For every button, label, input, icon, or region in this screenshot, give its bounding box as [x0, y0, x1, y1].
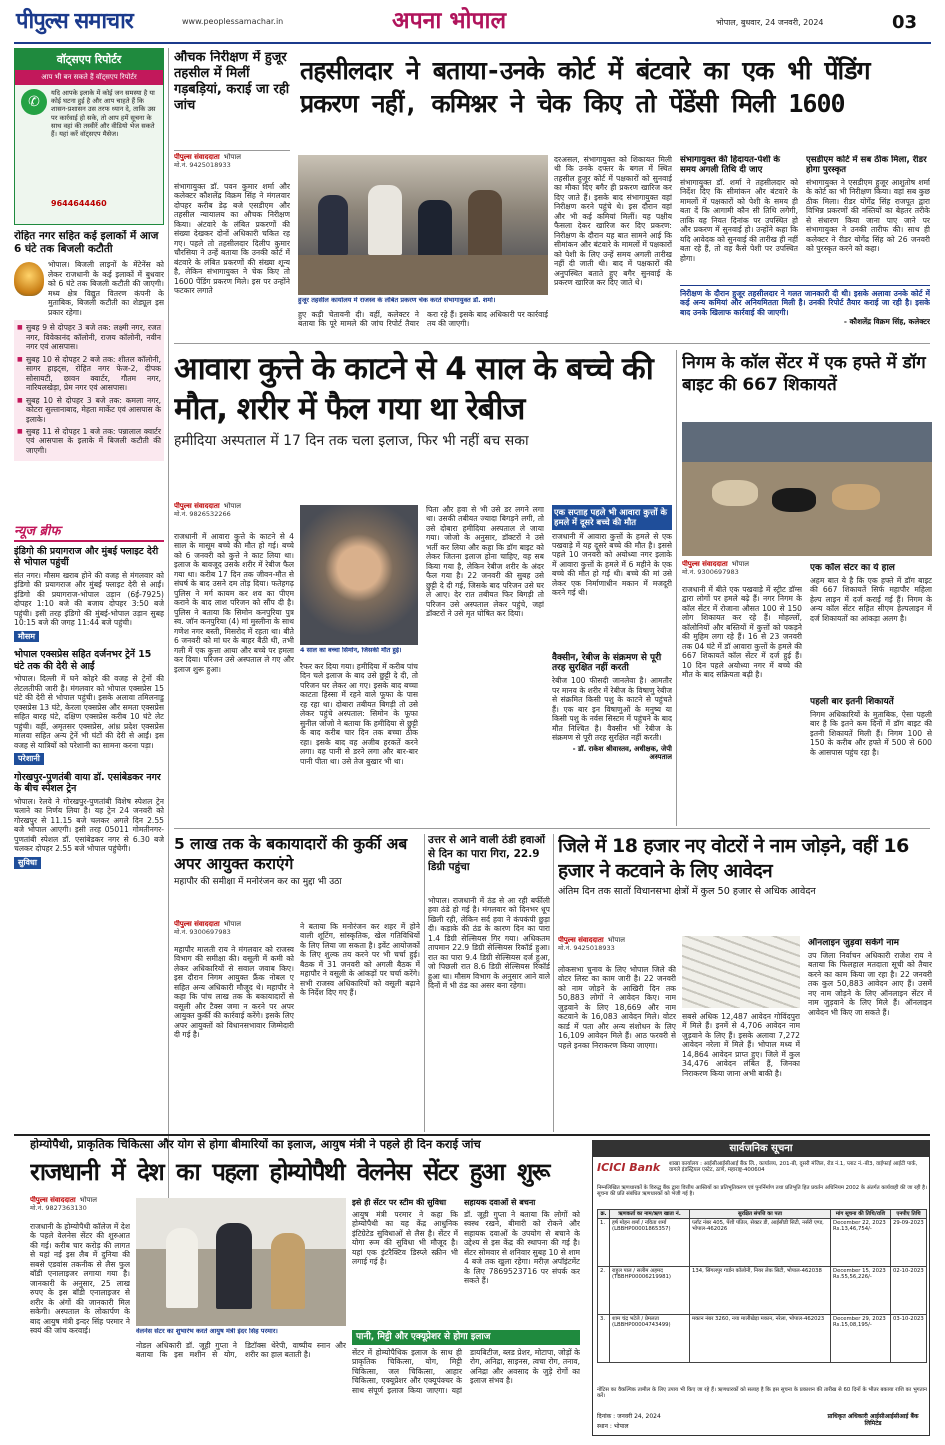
cell: प्लॉट नंबर 405, पेंशी पंतिल, सेक्टर डी, आईसीडी सिटी, नर्सरी एण्ड, भोपाल-462026 [690, 1219, 831, 1267]
main-headline: तहसीलदार ने बताया-उनके कोर्ट में बंटवारे का एक भी पेंडिंग प्रकरण नहीं, कमिश्नर ने चेक किए तो पेंडेंसी मिली 1600 [300, 56, 870, 118]
cell: 2. [598, 1267, 610, 1315]
dog-col2: रैफर कर दिया गया। हमीदिया में करीब पांच दिन चले इलाज के बाद उसे छुट्टी दे दी, तो परिजन घर लेकर आ गए। इसके बाद बच्चा काटता हिस्सा में रहने वाले फूफा के पास रह रहा था। दोबारा तबीयत बिगड़ी तो उसे लेकर पहुंचे अस्पताल: सिमोन के फूफा सुनील जोजो ने बताया कि हमीदिया से छुट्टी के बाद करीब चार दिन तक बच्चा ठीक रहा। इसके बाद वह अजीब हरकतें करने लगा। वह पानी से डरने लगा और बार-बार पानी पीता था। उसे तेज बुखार भी था। [300, 662, 418, 766]
website[interactable]: www.peoplessamachar.in [182, 17, 284, 26]
power-cut-text: भोपाल। बिजली लाइनों के मेंटेनेंस को लेकर राजधानी के कई इलाकों में बुधवार को 6 घंटे तक बिजली कटौती की जाएगी। मध्य क्षेत्र विद्युत वितरण कंपनी के मुताबिक, बिजली कटौती का शेड्यूल इस प्रकार रहेगा। [48, 260, 164, 317]
homeo-byline [30, 1196, 130, 1220]
dog-col4-headline: एक सप्ताह पहले भी आवारा कुत्तों के हमले में दूसरे बच्चे की मौत [552, 505, 672, 530]
byline-mobile: मो.नं. 9300697983 [174, 927, 231, 936]
notice-address: शाखा कार्यालय : आईसीआईसीआई बैंक लि., कार्यालय, 201-बी, दूसरी मंजिल, रोड नं.1, प्लाट नं.-बी3, वाईफाई आईटी पार्क, वागले इंडस्ट्रियल एस्टेट, ठाणे, महाराष्ट्र-400604 [669, 1161, 918, 1174]
wa-text: यदि आपके इलाके में कोई जन समस्या है या कोई घटना हुई है और आप चाहते हैं कि शासन-प्रशासन उस तरफ ध्यान दे, ताकि उस पर कार्रवाई हो सके, तो आप हमें सूचना के साथ वहां की तस्वीरें और वीडियो भेज सकते हैं। यहां करें वॉट्सएप मैसेज। [51, 89, 156, 139]
notice-place: स्थान : भोपाल [597, 1423, 629, 1430]
homeo-box [352, 1330, 580, 1434]
dog-col4b-by: - डॉ. राकेश श्रीवास्तव, अधीक्षक, जेपी अस्पताल [572, 744, 672, 762]
col4-headline: संभागायुक्त की हिदायत-पेशी के समय अगली तिथि दी जाए [680, 155, 781, 176]
voter-headline: जिले में 18 हजार नए वोटरों ने नाम जोड़ने, वहीं 16 हजार ने कटवाने के लिए आवेदन [558, 835, 909, 882]
voter-col1: लोकसभा चुनाव के लिए भोपाल जिले की वोटर लिस्ट का काम जारी है। 22 जनवरी को नाम जोड़ने के आखिरी दिन तक 50,883 लोगों ने आवेदन किए। नाम जुड़वाने के लिए 18,669 और नाम कटवाने के 16,083 आवेदन मिले। वोटर कार्ड में पता और अन्य संशोधन के लिए 16,109 आवेदन मिले हैं। आठ फरवरी से पहले इनका निराकरण किया जाएगा। [558, 965, 676, 1050]
top-main-headline [300, 54, 930, 150]
voter-col2: सबसे अधिक 12,487 आवेदन गोविंदपुरा में मिले हैं। इनमें से 4,706 आवेदन नाम जुड़वाने के लिए हैं। इसके अलावा 7,272 आवेदन नरेला में मिले हैं। भोपाल मध्य में 14,864 आवेदन प्राप्त हुए। जिले में कुल 34,476 आवेदन लंबित हैं, जिनका निराकरण किया जाना अभी बाकी है। [682, 1012, 800, 1078]
rule [14, 1134, 930, 1136]
sidebar-divider [168, 48, 169, 1233]
byline-city: भोपाल [607, 936, 625, 944]
dog-col1: राजधानी में आवारा कुत्ते के काटने से 4 साल के मासूम बच्चे की मौत हो गई। बच्चे को 6 जनवरी को कुत्ते ने काट लिया था। इलाज के बावजूद उसके शरीर में रेबीज फैल गया था। करीब 17 दिन तक जीवन-मौत से संघर्ष के बाद उसने दम तोड़ दिया। फतेहगढ़ पुलिस ने मर्ग कायम कर शव का पीएम कराने के बाद लाश परिजन को सौंप दी है। पुलिस ने बताया कि सिमोन कनपुरिया पुत्र स्व. जॉन कनपुरिया (4) मां मुस्लीना के साथ गणेश नगर बस्ती, मिसरोद में रहता था। बीते 6 जनवरी को मां घर के बाहर बैठी थी, तभी गली में एक कुत्ता आया और बच्चे पर हमला कर दिया। परिजन उसे अस्पताल ले गए और इलाज शुरू हुआ। [174, 532, 294, 674]
cc-col3-headline: पहली बार इतनी शिकायतें [810, 696, 894, 707]
cc-byline [682, 560, 802, 584]
cell: December 29, 2023 Rs.15,08,195/- [831, 1315, 891, 1363]
wellness-photo [136, 1198, 346, 1326]
bakaya-headline: 5 लाख तक के बकायादारों की कुर्की अब अपर आयुक्त कराएंगे [174, 835, 408, 874]
homeo-headline: राजधानी में देश का पहला होम्योपैथी वेलनेस सेंटर हुआ शुरू [30, 1158, 549, 1186]
suvidha-tag: सुविधा [14, 857, 41, 869]
voter-col3 [808, 938, 932, 1130]
power-cut-headline: रोहित नगर सहित कई इलाकों में आज 6 घंटे तक बिजली कटौती [14, 230, 159, 256]
rule [174, 343, 930, 344]
byline-city: भोपाल [223, 153, 241, 161]
brief3-headline: गोरखपुर-पुणतंबी वाया डॉ. एसांबेडकर नगर के बीच स्पेशल ट्रेन [14, 772, 161, 795]
pareshani-tag: परेशानी [14, 753, 44, 765]
homeo-col2: नोडल अधिकारी डॉ. जूही गुप्ता ने बताया कि इस मशीन से योग, डिटॉक्स थेरेपी, वाष्पीय स्नान और शरीर का हाल बताती है। [136, 1341, 346, 1360]
notice-intro: निम्नलिखित ऋणधारकों के विरुद्ध बैंक द्वारा वित्तीय आस्तियों का प्रतिभूतिकरण एवं पुनर्निर्माण तथा प्रतिभूति हित प्रवर्तन अधिनियम 2002 के अंतर्गत कार्यवाही की जा रही है। सूचना की प्रति संबंधित ऋणधारकों को भेजी गई है। [597, 1185, 927, 1198]
column-divider [676, 350, 677, 826]
inspection-side-headline [174, 50, 292, 146]
forms-photo [682, 936, 800, 1008]
call-center-headline [682, 352, 932, 422]
cell: 134, सिंगलपुर गार्डन कॉलोनी, नियर लेक सिटी, भोपाल-462038 [690, 1267, 831, 1315]
homeo-col3-text: आयुष मंत्री परमार ने कहा कि होम्योपैथी का यह केंद्र आधुनिक इंटिग्रेटेड सुविधाओं से लैस है। सेंटर में योगा रूम की सुविधा भी मौजूद है। यहां एक इंटरैक्टिव डिस्प्ले स्क्रीन भी लगाई गई है। [352, 1209, 458, 1267]
brief1-text: संत नगर। मौसम खराब होने की वजह से मंगलवार को इंडिगो की प्रयागराज और मुंबई फ्लाइट देरी से आईं। इंडिगो की प्रयागराज-भोपाल उड़ान (6ई-7925) दोपहर 1:10 बजे की बजाय दोपहर 3:50 बजे पहुंची। इसी तरह इंडिगो की मुंबई-भोपाल उड़ान सुबह 10:15 बजे की जगह 11:44 बजे पहुंची। [14, 570, 164, 628]
cell: 02-10-2023 [891, 1267, 927, 1315]
cell: 1. [598, 1219, 610, 1267]
cell: मकान नंबर 3260, नया मालीखेड़ा मकान, नरेला, भोपाल-462023 [690, 1315, 831, 1363]
voter-headline-block [558, 834, 932, 918]
brief1-headline: इंडिगो की प्रयागराज और मुंबई फ्लाइट देरी से भोपाल पहुंचीं [14, 545, 159, 569]
bakaya-headline-block [174, 834, 420, 918]
dog-headline-block [174, 350, 670, 498]
list-item: ■ सुबह 9 से दोपहर 3 बजे तक: लक्ष्मी नगर, रजत नगर, विवेकानंद कॉलोनी, राजय कॉलोनी, नवीन नगर एवं आसपास। [17, 323, 161, 351]
notice-title: सार्वजनिक सूचना [593, 1141, 929, 1157]
byline-city: भोपाल [79, 1196, 97, 1204]
col-name: ऋणकर्ता का नाम/ऋण खाता नं. [610, 1210, 690, 1219]
col5-headline: एसडीएम कोर्ट में सब ठीक मिला, रीडर होगा पुरस्कृत [806, 155, 927, 176]
notice-table [597, 1209, 927, 1363]
cell: 3. [598, 1315, 610, 1363]
homeo-box-text: सेंटर में होम्योपैथिक इलाज के साथ ही प्राकृतिक चिकित्सा, योग, मिट्टी चिकित्सा, जल चिकित्सा, आहार चिकित्सा, एक्यूप्रेशर और एक्यूपंक्चर के साथ संपूर्ण इलाज किया जाएगा। यहां डायबिटीज, ब्लड प्रेशर, मोटापा, जोड़ों के रोग, अनिद्रा, साइनस, त्वचा रोग, तनाव, अनिद्रा और अवसाद के जुड़े रोगों का इलाज संभव है। [352, 1347, 580, 1395]
masthead-rule [14, 42, 931, 44]
dog-col4-text: राजधानी में आवारा कुत्तों के हमले से एक पखवाड़े में यह दूसरे बच्चे की मौत है। इससे पहले 10 जनवरी को अयोध्या नगर इलाके में आवारा कुत्तों के हमले में 6 महीने के एक बच्चे की मौत हो गई थी। बच्चे की मां उसे लेकर एक निर्माणाधीन मकान में मजदूरी करने गई थी। [552, 531, 672, 598]
cell: 29-09-2023 [891, 1219, 927, 1267]
mausam-tag: मौसम [14, 631, 39, 643]
table-row [598, 1315, 927, 1363]
cc-headline: निगम के कॉल सेंटर में एक हफ्ते में डॉग बाइट की 667 शिकायतें [682, 353, 926, 396]
wa-sub: आप भी बन सकते हैं वॉट्सएप रिपोर्टर [15, 70, 163, 85]
rule [174, 150, 290, 151]
homeo-col3 [352, 1198, 458, 1328]
col-address: सुरक्षित संपत्ति का पता [690, 1210, 831, 1219]
dog-headline: आवारा कुत्ते के काटने से 4 साल के बच्चे की मौत, शरीर में फैल गया था रेबीज [174, 351, 653, 427]
byline-mobile: मो.नं. 9425018933 [174, 160, 231, 169]
side-headline: औचक निरीक्षण में हुजूर तहसील में मिलीं गड़बड़ियां, कराई जा रही जांच [174, 50, 290, 113]
homeo-col3-headline: इसे ही सेंटर पर स्टीम की सुविधा [352, 1198, 447, 1207]
top-col2: हुए कड़ी चेतावनी दी। वहीं, कलेक्टर ने बताया कि पूरे मामले की जांच रिपोर्ट तैयार करा रहे हैं। इसके बाद अधिकारी पर कार्रवाई तय की जाएगी। [298, 310, 548, 329]
public-notice [592, 1140, 930, 1436]
byline-mobile: मो.नं. 9827363130 [30, 1203, 87, 1212]
child-caption: 4 साल का बच्चा सिमोन, जिसकी मौत हुई। [300, 647, 402, 654]
child-photo [300, 505, 418, 645]
brief3-text: भोपाल। रेलवे ने गोरखपुर-पुणतांबी विशेष स्पेशल ट्रेन चलाने का निर्णय लिया है। यह ट्रेन 24 जनवरी को गोरखपुर से 11.15 बजे चलकर अगले दिन 2.55 बजे भोपाल आएगी। इसी तरह 05011 गोमतीनगर-पुणतांबी स्पेशल डॉ. एसांबेडकर नगर से 6.30 बजे चलकर दोपहर 2.55 बजे भोपाल पहुंचेगी। [14, 796, 164, 854]
cc-col2-headline: एक कॉल सेंटर का ये हाल [810, 563, 895, 573]
homeo-box-headline: पानी, मिट्टी और एक्यूप्रेशर से होगा इलाज [352, 1330, 580, 1345]
masthead [0, 0, 945, 42]
news-brief-title: न्यूज ब्रीफ [14, 524, 164, 542]
brief2-text: भोपाल। दिल्ली में घने कोहरे की वजह से ट्रेनों की लेटलतीफी जारी है। मंगलवार को भोपाल एक्सप्रेस 15 घंटे की देरी से भोपाल पहुंची। इसके अलावा तमिलनाडु एक्सप्रेस 13 घंटे, केरला एक्सप्रेस और समता एक्सप्रेस सहित बारह घंटे, दक्षिण एक्सप्रेस करीब 10 घंटे लेट पहुंची। वहीं, अमृतसर एक्सप्रेस, आंध्र प्रदेश एक्सप्रेस मालवा सहित अन्य ट्रेनें भी घंटों की देरी से आईं। इस वजह से यात्रियों को परेशानी का सामना करना पड़ा। [14, 674, 164, 750]
homeo-col4-headline: सहायक दवाओं से बचना [464, 1198, 536, 1207]
byline-city: भोपाल [223, 502, 241, 510]
power-cut-list [14, 320, 164, 461]
byline-name: पीपुल्स संवाददाता [174, 920, 220, 928]
top-col5 [806, 155, 930, 280]
byline-mobile: मो.नं. 9425018933 [558, 943, 615, 952]
col-npa: एनपीए तिथि [891, 1210, 927, 1219]
page-number: 03 [892, 12, 918, 33]
cc-col1: राजधानी में बीते एक पखवाड़े में स्ट्रीट डॉग्स द्वारा लोगों पर हमले बढ़े हैं। नगर निगम के कॉल सेंटर में रोजाना औसत 100 से 150 लोग शिकायत कर रहे हैं। मोहल्लों, कॉलोनियों और बस्तियों में कुत्तों को पकड़ने की मुहिम लगा रहे हैं। 16 से 23 जनवरी तक 04 घंटे में डॉ आवारा कुत्तों के हमले की 667 शिकायतें कॉल सेंटर में दर्ज हुई हैं। 10 दिन पहले अयोध्या नगर में बच्चे की मौत के बाद सक्रियता बढ़ी है। [682, 585, 802, 680]
byline-name: पीपुल्स संवाददाता [558, 936, 604, 944]
dog-col4 [552, 505, 672, 822]
cell: December 15, 2023 Rs.55,56,226/- [831, 1267, 891, 1315]
bakaya-sub: महापौर की समीक्षा में मनोरंजन कर का मुद्दा भी उठा [174, 877, 342, 888]
whatsapp-reporter-box [14, 48, 164, 225]
voter-col3-text: उप जिला निर्वाचन अधिकारी राजेश राय ने बताया कि फिलहाल मतदाता सूची को तैयार करने का काम किया जा रहा है। 22 जनवरी तक कुल 50,883 आवेदन आए हैं। उसमें नए नाम जोड़ने के लिए ऑनलाइन सेंटर में नाम जुड़वाने के लिए मिले हैं। ऑनलाइन आवेदन भी किए जा सकते हैं। [808, 950, 932, 1017]
cell: हर्ष मोहन शर्मा / नविता शर्मा (LBBHP00001865357) [610, 1219, 690, 1267]
cold-headline: उत्तर से आने वाली ठंडी हवाओं से दिन का पारा गिरा, 22.9 डिग्री पहुंचा [428, 834, 545, 874]
cell: 03-10-2023 [891, 1315, 927, 1363]
bakaya-col2: ने बताया कि मनोरंजन कर शहर में होने वाली शूटिंग, सांस्कृतिक, खेल गतिविधियों के लिए लिया जा सकता है। इवेंट आयोजकों के लिए शुल्क तय करने पर भी चर्चा हुई। बैठक में 31 जनवरी को अगली बैठक में महापौर ने वसूली के आंकड़ों पर चर्चा करेंगे। सभी राजस्व अधिकारियों को वसूली बढ़ाने के निर्देश दिए गए हैं। [300, 922, 420, 998]
homeo-col4-text: डॉ. जूही गुप्ता ने बताया कि लोगों को स्वस्थ रखने, बीमारी को रोकने और सहायक दवाओं के उपयोग से बचाने के उद्देश्य से इस केंद्र की स्थापना की गई है। सेंटर सोमवार से शनिवार सुबह 10 से शाम 4 बजे तक खुला रहेगा। मरीज़ अपॉइंटमेंट के लिए 7869523716 पर संपर्क कर सकते हैं। [464, 1209, 580, 1286]
top-col3: दरअसल, संभागायुक्त को शिकायत मिली थी कि उनके दफ्तर के बगल में स्थित तहसील हुजूर कोर्ट में पक्षकारों को सुनवाई का मौका दिए बगैर ही प्रकरण खारिज कर दिए जाते हैं। इसके बाद संभागायुक्त वहां निरीक्षण करने पहुंचे थे। इस दौरान वहां और भी कई कमियां मिलीं। यह पक्षीय फैसला देकर खारिज कर दिए प्रकरण: निरीक्षण के दौरान यह बात सामने आई कि सीमांकन और बंटवारे के मामलों में पक्षकारों को पेशी के लिए उन्हें समय अगली तारीख नहीं दी जाती थी। बाद में पक्षकारों की अनुपस्थित बताते हुए बगैर सुनवाई के प्रकरण खारिज कर दिए जाते थे। [554, 155, 672, 288]
col-no: क्र. [598, 1210, 610, 1219]
cold-headline-block [428, 834, 550, 894]
photo-caption: हुजूर तहसील कार्यालय में राजस्व के लंबित प्रकरण चेक करते संभागायुक्त डॉ. शर्मा। [298, 297, 496, 304]
wa-title: वॉट्सएप रिपोर्टर [15, 49, 163, 70]
byline-name: पीपुल्स संवाददाता [682, 560, 728, 568]
whatsapp-icon: ✆ [21, 89, 47, 115]
dateline: भोपाल, बुधवार, 24 जनवरी, 2024 [716, 18, 824, 27]
byline-mobile: मो.नं. 9300697983 [682, 567, 739, 576]
byline-city: भोपाल [223, 920, 241, 928]
cell: शाम चंद्र भटेले / प्रेमलता (LBBHP00004743499) [610, 1315, 690, 1363]
top-col1: संभागायुक्त डॉ. पवन कुमार शर्मा और कलेक्टर कौशलेंद्र विक्रम सिंह ने मंगलवार दोपहर करीब डेढ़ बजे एसडीएम और तहसील न्यायालय का औचक निरीक्षण किया। अंटवारे के लंबित प्रकरणों की संख्या देखकर दोनों अधिकारी चकित रह गए। पहले तो तहसीलदार दिलीप कुमार चौरसिया ने उन्हें बताया कि उनकी कोर्ट में बंटवारे के लंबित प्रकरणों की संख्या शून्य है, लेकिन संभागायुक्त ने चेक किए तो 1600 पेंडिंग प्रकरण मिले। इस पर उन्होंने फटकार लगाते [174, 182, 290, 296]
col5-text: संभागायुक्त ने एसडीएम हुजूर आशुतोष शर्मा के कोर्ट का भी निरीक्षण किया। वहां सब कुछ ठीक मिला। रीडर योगेंद्र सिंह राजपूत द्वारा विभिन्न प्रकरणों की नस्तियों का बेहतर तरीके से संधारण किया जाना पाए जाने पर संभागायुक्त ने उनकी तारीफ की। साथ ही कलेक्टर ने रीडर योगेंद्र सिंह को 26 जनवरी को पुरस्कृत करने को कहा। [806, 177, 930, 254]
wa-phone[interactable]: 9644644460 [51, 199, 107, 208]
col-notice: मांग सूचना की तिथि/राशि [831, 1210, 891, 1219]
notice-sign: प्राधिकृत अधिकारी आईसीआईसीआई बैंक लिमिटेड [827, 1413, 919, 1428]
dog-byline [174, 502, 294, 528]
power-cut-story [14, 230, 164, 522]
col4-text: संभागायुक्त डॉ. शर्मा ने तहसीलदार को निर्देश दिए कि सीमांकन और बंटवारे के मामलों में पक्षकारों को पेशी के समय ही बता दें कि आगामी कौन सी तिथि लगेगी, ताकि वह नियत दिनांक पर उपस्थित हो और प्रकरण में सुनवाई हो। उन्होंने कहा कि यदि आवेदक को सुनवाई की तारीख ही नहीं बता रहे हैं, तो वह कैसे पेशी पर उपस्थित होगा। [680, 177, 798, 263]
list-item: ■ सुबह 10 से दोपहर 2 बजे तक: शीतल कॉलोनी, सागर हाइट्स, रोहित नगर फेज-2, दीपक सोसायटी, छावन क्वार्टर, गौतम नगर, नारियलखेड़ा, प्रेम नगर एवं आसपास। [17, 355, 161, 393]
quote-by: - कौशलेंद्र विक्रम सिंह, कलेक्टर [843, 317, 930, 327]
byline-city: भोपाल [731, 560, 749, 568]
table-row [598, 1219, 927, 1267]
brand-logo[interactable]: पीपुल्स समाचार [16, 9, 133, 34]
dog-subheadline: हमीदिया अस्पताल में 17 दिन तक चला इलाज, फिर भी नहीं बच सका [174, 433, 529, 450]
column-divider [424, 834, 425, 1132]
bakaya-col1: महापौर मालती राय ने मंगलवार को राजस्व विभाग की समीक्षा की। वसूली में कमी को लेकर अधिकारियों से सवाल जवाब किए। इस दौरान निगम आयुक्त फ्रैंक नोबल ए सहित अन्य अधिकारी मौजूद थे। महापौर ने कहा कि पांच लाख तक के बकायादारों से वसूली और टैक्स जमा न करने पर अपर आयुक्त कुर्की की कार्रवाई करेंगे। इसके लिए अपर आयुक्तों को विधानसभावार जिम्मेदारी दी गई है। [174, 945, 294, 1040]
homeo-col1: राजधानी के होम्योपैथी कॉलेज में देश के पहले वेलनेस सेंटर की शुरुआत की गई। करीब चार करोड़ की लागत से यहां नई इस लैब में दुनिया की सबसे एडवांस तकनीक से लैस फुल बॉडी एनालाइजर लगाया गया है। जानकारी के अनुसार, 25 लाख रुपए के इस बॉडी एनालाइजर से शरीर के अंगों की जानकारी मिल सकेगी। अस्पताल के लोकार्पण के बाद आयुष मंत्री इन्दर सिंह परमार ने स्वयं की जांच करवाई। [30, 1222, 130, 1336]
voter-col3-headline: ऑनलाइन जुड़वा सकेंगे नाम [808, 938, 900, 948]
cc-col2-text: अहम बात ये है कि एक हफ्ते में डॉग बाइट की 667 शिकायतें सिर्फ महापौर महिला हेल्प लाइन में दर्ज कराई गई हैं। निगम के अन्य कॉल सेंटर सहित सीएम हेल्पलाइन में दर्ज शिकायतों का आंकड़ा अलग है। [810, 575, 932, 623]
homeo-kicker: होम्योपैथी, प्राकृतिक चिकित्सा और योग से होगा बीमारियों का इलाज, आयुष मंत्री ने पहले ही दिन कराई जांच [30, 1138, 481, 1151]
byline-name: पीपुल्स संवाददाता [30, 1196, 76, 1204]
bulb-icon [14, 262, 44, 296]
wellness-caption: वेलनेस सेंटर का शुभारंभ करते आयुष मंत्री इंदर सिंह परमार। [136, 1328, 278, 1335]
cell: राहुल पाल / सलीम अहमद (TBBHP00006219981) [610, 1267, 690, 1315]
top-byline [174, 153, 290, 179]
list-item: ■ सुबह 11 से दोपहर 1 बजे तक: पन्नालाल क्वार्टर एवं आसपास के इलाके में बिजली कटौती की जाएगी। [17, 427, 161, 455]
section-title: अपना भोपाल [392, 8, 507, 34]
rule [174, 828, 930, 829]
news-brief [14, 524, 164, 1234]
cc-col3-text: निगम अधिकारियों के मुताबिक, ऐसा पहली बार है कि इतने कम दिनों में डॉग बाइट की इतनी शिकायतें मिली हैं। निगम 100 से 150 के करीब और हफ्ते में 500 से 600 के आसपास पहुंच रहा है। [810, 709, 932, 757]
inspection-photo [298, 155, 548, 295]
byline-mobile: मो.नं. 9826532266 [174, 509, 231, 518]
table-row [598, 1267, 927, 1315]
dog-col4b-text: रेबीज 100 फीसदी जानलेवा है। आमतौर पर मानव के शरीर में रेबीज के विषाणु रेबीज से संक्रमित किसी पशु के काटने से पहुंचते हैं। एक बार इन विषाणुओं के मनुष्य या किसी पशु के नर्वस सिस्टम में पहुंचने के बाद मौत निश्चित है। वैक्सीन भी रेबीज के संक्रमण से पूरी तरह सुरक्षित नहीं करती। [552, 676, 672, 743]
dogs-photo [682, 422, 932, 556]
notice-date: दिनांक : जनवरी 24, 2024 [597, 1413, 661, 1420]
homeo-col4 [464, 1198, 580, 1328]
byline-name: पीपुल्स संवाददाता [174, 502, 220, 510]
byline-name: पीपुल्स संवाददाता [174, 153, 220, 161]
dog-col4b-headline: वैक्सीन, रेबीज के संक्रमण से पूरी तरह सुरक्षित नहीं करती [552, 652, 662, 674]
top-col4 [680, 155, 798, 280]
brief2-headline: भोपाल एक्सप्रेस सहित दर्जनभर ट्रेनें 15 घंटे तक की देरी से आईं [14, 649, 152, 672]
collector-quote [680, 285, 930, 337]
list-item: ■ सुबह 10 से दोपहर 3 बजे तक: कमला नगर, कोटरा सुल्तानाबाद, मेहता मार्केट एवं आसपास के इलाके। [17, 396, 161, 424]
bakaya-byline [174, 920, 294, 944]
icici-logo: ICICI Bank [597, 1161, 661, 1174]
cell: December 22, 2023 Rs.13,46,754/- [831, 1219, 891, 1267]
table-header [598, 1210, 927, 1219]
cc-col2 [810, 563, 932, 823]
voter-sub: अंतिम दिन तक सातों विधानसभा क्षेत्रों में कुल 50 हजार से अधिक आवेदन [558, 886, 816, 898]
column-divider [553, 834, 554, 1132]
voter-byline [558, 936, 678, 960]
notice-footer: नोटिस का वैकल्पिक तामील के लिए उपाय भी किए जा रहे हैं। ऋणधारकों को सलाह है कि इस सूचना के प्रकाशन की तारीख से 60 दिनों के भीतर बकाया राशि का भुगतान करें। [597, 1387, 927, 1400]
cold-text: भोपाल। राजधानी में ठंड से आ रही बर्फीली हवा ठंडे हो गई है। मंगलवार को दिनभर धूप खिली रही, लेकिन सर्द हवा ने कंपकंपी छुड़ा दी। कड़ाके की ठंड के कारण दिन का पारा 1.4 डिग्री सेल्सियस गिर गया। अधिकतम तापमान 22.9 डिग्री सेल्सियस रिकॉर्ड हुआ। रात का पारा 9.4 डिग्री सेल्सियस दर्ज हुआ, जो पिछली रात 8.6 डिग्री सेल्सियस रिकॉर्ड हुआ था। मौसम विभाग के अनुसार आने वाले दिनों में भी ठंड का असर बना रहेगा। [428, 896, 550, 991]
dog-col3: पिता और हवा से भी उसे डर लगने लगा था। उसकी तबीयत ज्यादा बिगड़ने लगी, तो उसे दोबारा हमीदिया अस्पताल ले जाया गया। जोजो के अनुसार, डॉक्टरों ने उसे भर्ती कर लिया और कहा कि डॉग बाइट को लेकर जितना इलाज होना चाहिए, वह सब किया गया है, लेकिन रेबीज शरीर के अंदर फैल गया है। 22 जनवरी की सुबह उसे छुट्टी दे दी गई, जिसके बाद परिजन उसे घर ले आए। देर रात तबीयत फिर बिगड़ी तो परिजन उसे अस्पताल लेकर पहुंचे, जहां डॉक्टरों ने उसे मृत घोषित कर दिया। [426, 505, 544, 619]
quote-text: निरीक्षण के दौरान हुजूर तहसीलदार ने गलत जानकारी दी थी। इसके अलावा उनके कोर्ट में कई अन्य कमियां और अनियमितता मिली है। उनकी रिपोर्ट तैयार कराई जा रही है। इसके बाद उनके खिलाफ कार्रवाई की जाएगी। [680, 289, 930, 317]
